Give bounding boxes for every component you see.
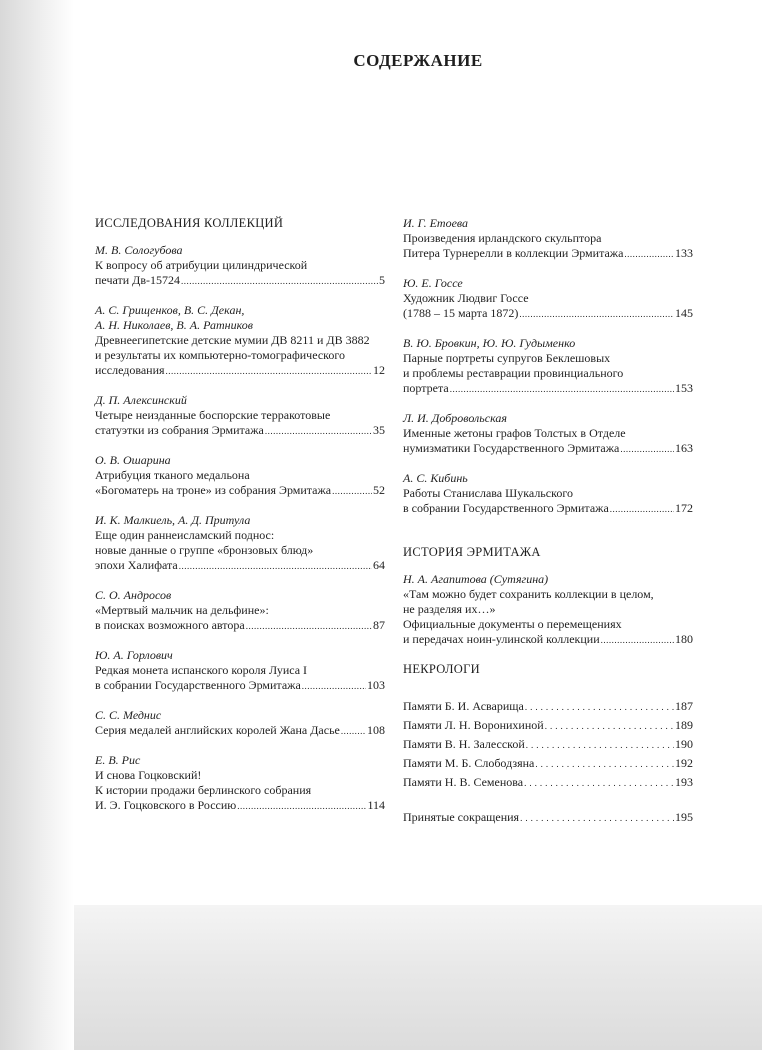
- necrology-title: Памяти Н. В. Семенова: [403, 775, 524, 789]
- toc-entry: [403, 471, 693, 517]
- necrology-entry: [403, 718, 693, 734]
- entry-last-line: [403, 246, 693, 262]
- entry-last-line: [95, 558, 385, 574]
- leader-dots: [302, 679, 366, 694]
- entry-title-line: и передачах ноин-улинской коллекции: [403, 632, 600, 646]
- entry-title-line: в собрании Государственного Эрмитажа: [95, 678, 301, 692]
- entry-last-line: [403, 632, 693, 648]
- entry-title-line: К истории продажи берлинского собрания: [95, 783, 312, 797]
- entry-author: А. С. Кибинь: [403, 471, 468, 485]
- entry-title-line: Редкая монета испанского короля Луиса I: [95, 663, 308, 677]
- toc-entry: [95, 753, 385, 814]
- page-number: 52: [373, 483, 385, 497]
- toc-entry: [403, 336, 693, 397]
- leader-dots: [519, 307, 674, 322]
- entry-title-line: и проблемы реставрации провинциального: [403, 366, 624, 380]
- necrology-entry: [403, 756, 693, 772]
- necrology-entry: [403, 775, 693, 791]
- entry-title-line: печати Дв-15724: [95, 273, 181, 287]
- entry-title-line: новые данные о группе «бронзовых блюд»: [95, 543, 314, 557]
- entry-author: Л. И. Добровольская: [403, 411, 507, 425]
- page-number: 193: [675, 775, 693, 789]
- leader-dots: [179, 559, 372, 574]
- entry-title-line: (1788 – 15 марта 1872): [403, 306, 519, 320]
- entry-title-line: Атрибуция тканого медальона: [95, 468, 250, 482]
- page-number: 87: [373, 618, 385, 632]
- entry-title-line: Четыре неизданные боспорские терракотовые: [95, 408, 331, 422]
- entry-title-line: Еще один раннеисламский поднос:: [95, 528, 275, 542]
- leader-dots: [181, 274, 378, 289]
- leader-dots: [520, 811, 674, 826]
- leader-dots: [524, 776, 674, 791]
- leader-dots: [237, 799, 366, 814]
- scan-shadow: [0, 905, 762, 1050]
- page-number: 108: [367, 723, 385, 737]
- section-heading-necrology: НЕКРОЛОГИ: [403, 662, 480, 676]
- entry-title-line: «Там можно будет сохранить коллекции в целом,: [403, 587, 654, 601]
- entry-title-line: Официальные документы о перемещениях: [403, 617, 622, 631]
- leader-dots: [545, 719, 674, 734]
- entry-author: А. Н. Николаев, В. А. Ратников: [95, 318, 253, 332]
- entry-title-line: нумизматики Государственного Эрмитажа: [403, 441, 620, 455]
- page-number: 35: [373, 423, 385, 437]
- entry-last-line: [403, 381, 693, 397]
- page-number: 145: [675, 306, 693, 320]
- page-number: 187: [675, 699, 693, 713]
- toc-right-column: [403, 216, 693, 829]
- entry-last-line: [95, 483, 385, 499]
- leader-dots: [624, 247, 674, 262]
- entry-author: А. С. Грищенков, В. С. Декан,: [95, 303, 245, 317]
- leader-dots: [166, 364, 372, 379]
- page-number: 195: [675, 810, 693, 824]
- entry-last-line: [95, 423, 385, 439]
- entry-title-line: эпохи Халифата: [95, 558, 178, 572]
- toc-entry: [95, 303, 385, 379]
- entry-author: И. К. Малкиель, А. Д. Притула: [95, 513, 251, 527]
- entry-title-line: Произведения ирландского скульптора: [403, 231, 602, 245]
- entry-last-line: [403, 441, 693, 457]
- necrology-entry: [403, 737, 693, 753]
- page-number: 64: [373, 558, 385, 572]
- entry-title-line: «Мертвый мальчик на дельфине»:: [95, 603, 269, 617]
- entry-author: О. В. Ошарина: [95, 453, 171, 467]
- page-number: 172: [675, 501, 693, 515]
- entry-title-line: и результаты их компьютерно-томографического: [95, 348, 345, 362]
- leader-dots: [620, 442, 674, 457]
- scan-gutter: [0, 0, 74, 1050]
- toc-entry: [95, 243, 385, 289]
- entry-last-line: [95, 798, 385, 814]
- entry-title-line: Серия медалей английских королей Жана Дасье: [95, 723, 340, 737]
- page-number: 192: [675, 756, 693, 770]
- entry-title-line: И снова Гоцковский!: [95, 768, 202, 782]
- entry-title-line: статуэтки из собрания Эрмитажа: [95, 423, 264, 437]
- entry-title-line: в поисках возможного автора: [95, 618, 245, 632]
- entry-title-line: не разделяя их…»: [403, 602, 496, 616]
- leader-dots: [450, 382, 674, 397]
- entry-title-line: Древнеегипетские детские мумии ДВ 8211 и ДВ 3882: [95, 333, 370, 347]
- entry-author: Д. П. Алексинский: [95, 393, 187, 407]
- entry-title-line: Работы Станислава Шукальского: [403, 486, 573, 500]
- entry-title-line: в собрании Государственного Эрмитажа: [403, 501, 609, 515]
- entry-author: С. О. Андросов: [95, 588, 172, 602]
- entry-title-line: Художник Людвиг Госсе: [403, 291, 529, 305]
- page-number: 5: [379, 273, 385, 287]
- section-heading-collections: ИССЛЕДОВАНИЯ КОЛЛЕКЦИЙ: [95, 216, 284, 230]
- toc-entry: [403, 572, 693, 648]
- toc-entry: [95, 648, 385, 694]
- entry-title-line: «Богоматерь на троне» из собрания Эрмитажа: [95, 483, 332, 497]
- entry-last-line: [403, 306, 693, 322]
- leader-dots: [332, 484, 372, 499]
- entry-title-line: К вопросу об атрибуции цилиндрической: [95, 258, 308, 272]
- abbreviations-entry: [403, 810, 693, 826]
- entry-last-line: [95, 363, 385, 379]
- necrology-title: Памяти М. Б. Слободзяна: [403, 756, 535, 770]
- entry-title-line: Парные портреты супругов Беклешовых: [403, 351, 611, 365]
- toc-left-column: [95, 216, 385, 828]
- page-number: 103: [367, 678, 385, 692]
- section-heading-history: ИСТОРИЯ ЭРМИТАЖА: [403, 545, 541, 559]
- necrology-title: Памяти Л. Н. Воронихиной: [403, 718, 544, 732]
- toc-entry: [95, 513, 385, 574]
- entry-title-line: портрета: [403, 381, 449, 395]
- page-number: 114: [367, 798, 385, 812]
- leader-dots: [535, 757, 674, 772]
- leader-dots: [341, 724, 366, 739]
- entry-author: С. С. Меднис: [95, 708, 162, 722]
- leader-dots: [526, 738, 674, 753]
- section-spacer: [403, 531, 693, 545]
- necrology-title: Памяти В. Н. Залесской: [403, 737, 525, 751]
- page-number: 189: [675, 718, 693, 732]
- entry-author: Е. В. Рис: [95, 753, 141, 767]
- entry-last-line: [95, 723, 385, 739]
- entry-author: М. В. Сологубова: [95, 243, 183, 257]
- leader-dots: [265, 424, 372, 439]
- toc-entry: [403, 411, 693, 457]
- leader-dots: [601, 633, 674, 648]
- entry-last-line: [95, 678, 385, 694]
- toc-entry: [95, 393, 385, 439]
- page-number: 163: [675, 441, 693, 455]
- toc-entry: [95, 588, 385, 634]
- toc-entry: [95, 708, 385, 739]
- entry-author: Н. А. Агапитова (Сутягина): [403, 572, 549, 586]
- page-number: 153: [675, 381, 693, 395]
- page-number: 190: [675, 737, 693, 751]
- page-number: 12: [373, 363, 385, 377]
- entry-title-line: Питера Турнерелли в коллекции Эрмитажа: [403, 246, 624, 260]
- necrology-title: Памяти Б. И. Асварища: [403, 699, 524, 713]
- leader-dots: [246, 619, 372, 634]
- page-number: 133: [675, 246, 693, 260]
- page-number: 180: [675, 632, 693, 646]
- page-title: СОДЕРЖАНИЕ: [353, 51, 483, 70]
- entry-last-line: [95, 273, 385, 289]
- abbreviations-title: Принятые сокращения: [403, 810, 520, 824]
- leader-dots: [610, 502, 674, 517]
- toc-entry: [403, 276, 693, 322]
- entry-last-line: [95, 618, 385, 634]
- entry-author: Ю. А. Горлович: [95, 648, 173, 662]
- necrology-entry: [403, 699, 693, 715]
- entry-title-line: И. Э. Гоцковского в Россию: [95, 798, 237, 812]
- entry-title-line: Именные жетоны графов Толстых в Отделе: [403, 426, 626, 440]
- entry-author: И. Г. Етоева: [403, 216, 469, 230]
- leader-dots: [525, 700, 674, 715]
- entry-title-line: исследования: [95, 363, 165, 377]
- toc-entry: [95, 453, 385, 499]
- toc-entry: [403, 216, 693, 262]
- entry-author: В. Ю. Бровкин, Ю. Ю. Гудыменко: [403, 336, 576, 350]
- entry-last-line: [403, 501, 693, 517]
- entry-author: Ю. Е. Госсе: [403, 276, 463, 290]
